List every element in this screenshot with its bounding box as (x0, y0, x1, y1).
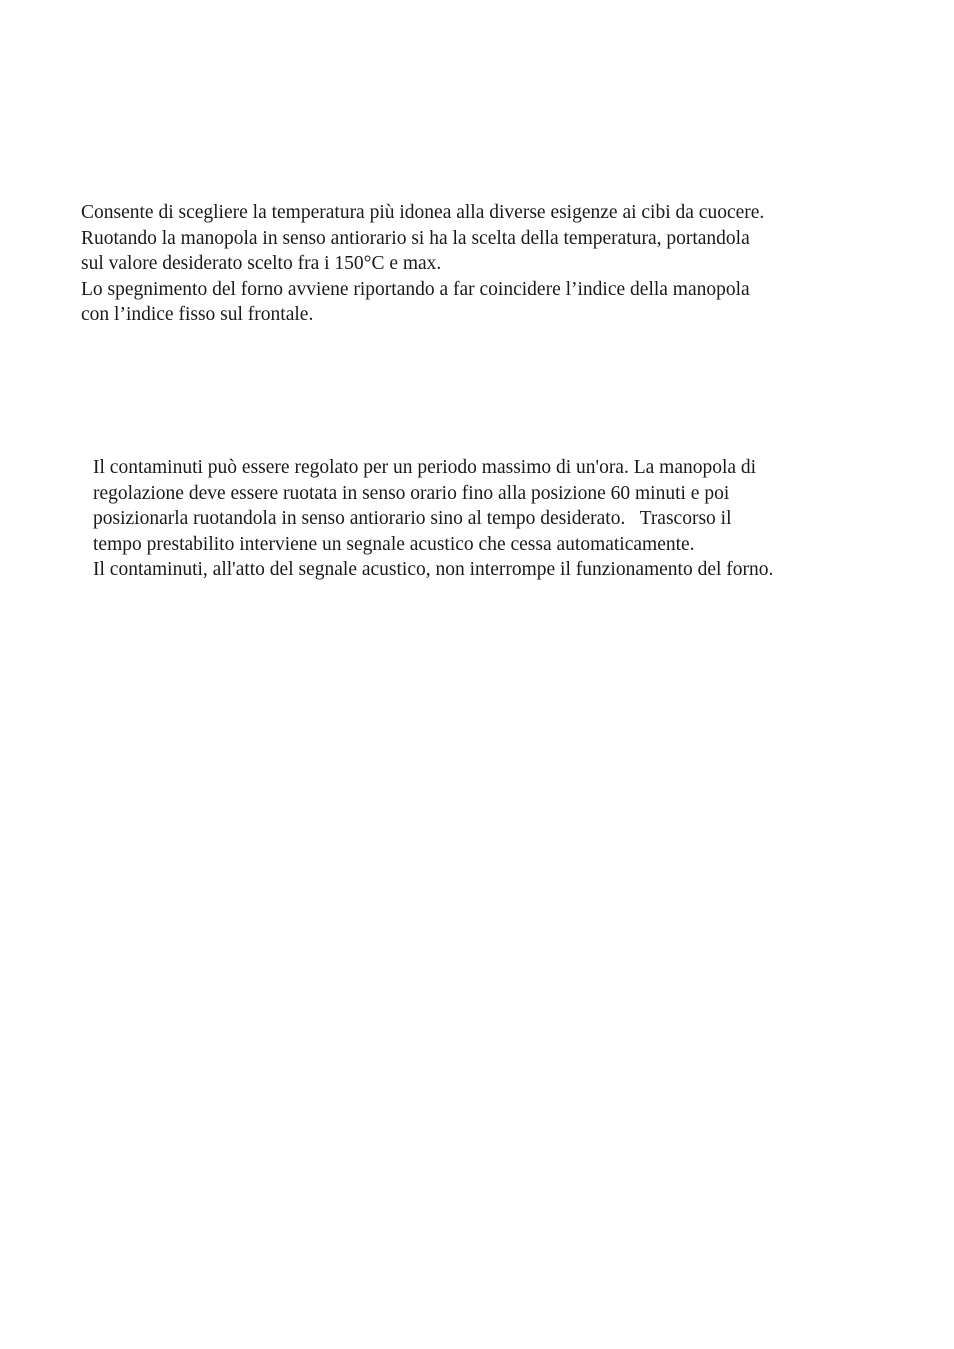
thermostat-line-4: Lo spegnimento del forno avviene riportando a far coincidere l’indice della manopola (81, 278, 750, 300)
timer-line-2: regolazione deve essere ruotata in senso orario fino alla posizione 60 minuti e poi (93, 482, 730, 504)
thermostat-line-5: con l’indice fisso sul frontale. (81, 304, 314, 325)
timer-line-5: Il contaminuti, all'atto del segnale acustico, non interrompe il funzionamento del forno. (93, 559, 774, 580)
thermostat-line-1: Consente di scegliere la temperatura più idonea alla diverse esigenze ai cibi da cuocere. (81, 202, 765, 223)
timer-line-3: posizionarla ruotandola in senso antiorario sino al tempo desiderato. Trascorso il (93, 508, 732, 529)
timer-line-4: tempo prestabilito interviene un segnale acustico che cessa automaticamente. (93, 533, 695, 555)
timer-line-1: Il contaminuti può essere regolato per un periodo massimo di un'ora. La manopola di (93, 457, 757, 478)
thermostat-line-3: sul valore desiderato scelto fra i 150°C e max. (81, 253, 442, 274)
thermostat-line-2: Ruotando la manopola in senso antiorario si ha la scelta della temperatura, portandola (81, 227, 750, 249)
thermostat-paragraph (81, 200, 764, 328)
timer-paragraph (93, 455, 773, 583)
